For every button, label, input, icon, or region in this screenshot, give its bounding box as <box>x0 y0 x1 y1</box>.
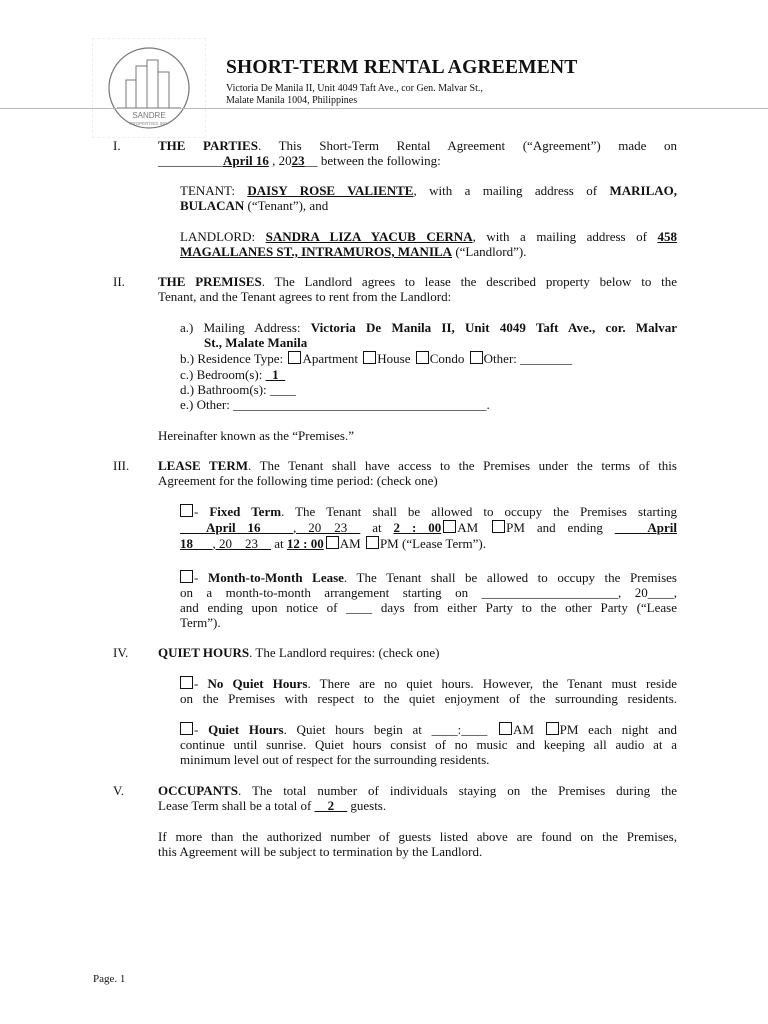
section-title: THE PARTIES <box>158 138 258 153</box>
section-number: I. <box>113 138 121 153</box>
quiet-hours-line-2: continue until sunrise. Quiet hours consist of no music and keeping all audio at a <box>180 737 677 752</box>
logo-subtext: PROPERTIES INC. <box>129 121 169 126</box>
fixed-term-line-3: 18___, 20__23__ at 12 : 00 AM PM (“Lease Term”). <box>180 536 487 551</box>
tenant-line-1: TENANT: DAISY ROSE VALIENTE, with a mailing address of MARILAO, <box>180 183 677 198</box>
tenant-name: DAISY ROSE VALIENTE <box>247 183 414 198</box>
tenant-line-2: BULACAN (“Tenant”), and <box>180 198 329 213</box>
other-premises: e.) Other: _______________________________________. <box>180 397 490 412</box>
landlord-address: 458 <box>657 229 678 244</box>
header-rule <box>0 108 768 109</box>
lease-intro-1: LEASE TERM. The Tenant shall have access to the Premises under the terms of this <box>158 458 677 473</box>
monthly-line-3: and ending upon notice of ____ days from either Party to the other Party (“Lease <box>180 600 677 615</box>
logo-text: SANDRE <box>132 111 166 120</box>
agreement-date: __________April 16 , 2023__ between the following: <box>158 153 441 168</box>
occupants-line-4: this Agreement will be subject to termination by the Landlord. <box>158 844 483 859</box>
premises-intro-2: Tenant, and the Tenant agrees to rent from the Landlord: <box>158 289 452 304</box>
agreement-year-value: 23 <box>291 153 305 168</box>
section-title: THE PREMISES <box>158 274 262 289</box>
no-quiet-line-1: - No Quiet Hours. There are no quiet hours. However, the Tenant must reside <box>180 676 677 692</box>
section-title: QUIET HOURS <box>158 645 250 660</box>
mailing-address-value: Victoria De Manila II, Unit 4049 Taft Ave., cor. Malvar <box>310 320 677 335</box>
no-quiet-hours-title: No Quiet Hours <box>207 676 308 691</box>
month-to-month-title: Month-to-Month Lease <box>207 570 344 585</box>
guests-value: __2__ <box>314 798 348 813</box>
fixed-term-title: Fixed Term <box>209 504 282 519</box>
mailing-address-line-2: St., Malate Manila <box>204 335 308 350</box>
monthly-line-2: on a month-to-month arrangement starting on _____________________, 20____, <box>180 585 677 600</box>
bathrooms: d.) Bathroom(s): ____ <box>180 382 296 397</box>
no-quiet-hours-checkbox[interactable] <box>180 676 193 689</box>
landlord-name: SANDRA LIZA YACUB CERNA <box>265 229 473 244</box>
quiet-pm-checkbox[interactable] <box>546 722 559 735</box>
quiet-hours-intro: QUIET HOURS. The Landlord requires: (check one) <box>158 645 440 660</box>
quiet-hours-checkbox[interactable] <box>180 722 193 735</box>
condo-checkbox[interactable] <box>416 351 429 364</box>
landlord-line-2: MAGALLANES ST., INTRAMUROS, MANILA (“Landlord”). <box>180 244 527 259</box>
other-checkbox[interactable] <box>470 351 483 364</box>
end-pm-checkbox[interactable] <box>366 536 379 549</box>
house-checkbox[interactable] <box>363 351 376 364</box>
section-title: LEASE TERM <box>158 458 248 473</box>
section-number: V. <box>113 783 124 798</box>
start-am-checkbox[interactable] <box>443 520 456 533</box>
occupants-line-3: If more than the authorized number of guests listed above are found on the Premises, <box>158 829 677 844</box>
page-number: Page. 1 <box>93 973 126 985</box>
quiet-hours-line-3: minimum level out of respect for the surrounding residents. <box>180 752 490 767</box>
fixed-term-line-1: - Fixed Term. The Tenant shall be allowed to occupy the Premises starting <box>180 504 677 520</box>
parties-intro: THE PARTIES. This Short-Term Rental Agreement (“Agreement”) made on <box>158 138 677 153</box>
agreement-date-value: April 16 <box>223 153 269 168</box>
document-title: SHORT-TERM RENTAL AGREEMENT <box>226 57 578 78</box>
quiet-hours-title: Quiet Hours <box>208 722 284 737</box>
section-number: III. <box>113 458 130 473</box>
tenant-address: MARILAO, <box>609 183 677 198</box>
end-time-value: 12 : 00 <box>286 536 324 551</box>
monthly-line-1: - Month-to-Month Lease. The Tenant shall be allowed to occupy the Premises <box>180 570 677 586</box>
month-to-month-checkbox[interactable] <box>180 570 193 583</box>
section-number: IV. <box>113 645 129 660</box>
apartment-checkbox[interactable] <box>288 351 301 364</box>
quiet-hours-line-1: - Quiet Hours. Quiet hours begin at ____:____ AM PM each night and <box>180 722 677 738</box>
building-logo-icon <box>97 44 201 132</box>
fixed-term-checkbox[interactable] <box>180 504 193 517</box>
mailing-address-line-1: a.) Mailing Address: Victoria De Manila II, Unit 4049 Taft Ave., cor. Malvar <box>180 320 677 335</box>
company-address <box>226 83 483 107</box>
occupants-line-2: Lease Term shall be a total of __2__ guests. <box>158 798 387 813</box>
address-line-1: Victoria De Manila II, Unit 4049 Taft Ave., cor Gen. Malvar St., <box>226 83 483 94</box>
section-number: II. <box>113 274 125 289</box>
company-logo <box>92 38 206 138</box>
premises-intro-1: THE PREMISES. The Landlord agrees to lease the described property below to the <box>158 274 677 289</box>
bedrooms-value: _1_ <box>265 367 286 382</box>
hereinafter-note: Hereinafter known as the “Premises.” <box>158 428 355 443</box>
end-month-value: _____April <box>614 520 677 535</box>
landlord-line-1: LANDLORD: SANDRA LIZA YACUB CERNA, with a mailing address of 458 <box>180 229 678 244</box>
monthly-line-4: Term”). <box>180 615 221 630</box>
start-time-value: 2 : 00 <box>393 520 442 535</box>
start-date-value: ____April 16_____ <box>180 520 294 535</box>
address-line-2: Malate Manila 1004, Philippines <box>226 95 358 106</box>
start-pm-checkbox[interactable] <box>492 520 505 533</box>
section-title: OCCUPANTS <box>158 783 238 798</box>
quiet-am-checkbox[interactable] <box>499 722 512 735</box>
lease-intro-2: Agreement for the following time period: (check one) <box>158 473 438 488</box>
fixed-term-line-2: ____April 16_____, 20__23__ at 2 : 00 AM PM and ending _____April <box>180 520 677 535</box>
residence-type: b.) Residence Type: Apartment House Condo Other: ________ <box>180 351 573 366</box>
end-am-checkbox[interactable] <box>326 536 339 549</box>
occupants-line-1: OCCUPANTS. The total number of individuals staying on the Premises during the <box>158 783 677 798</box>
no-quiet-line-2: on the Premises with respect to the quiet enjoyment of the surrounding residents. <box>180 691 677 706</box>
bedrooms: c.) Bedroom(s): _1_ <box>180 367 286 382</box>
end-day-value: 18___ <box>180 536 213 551</box>
